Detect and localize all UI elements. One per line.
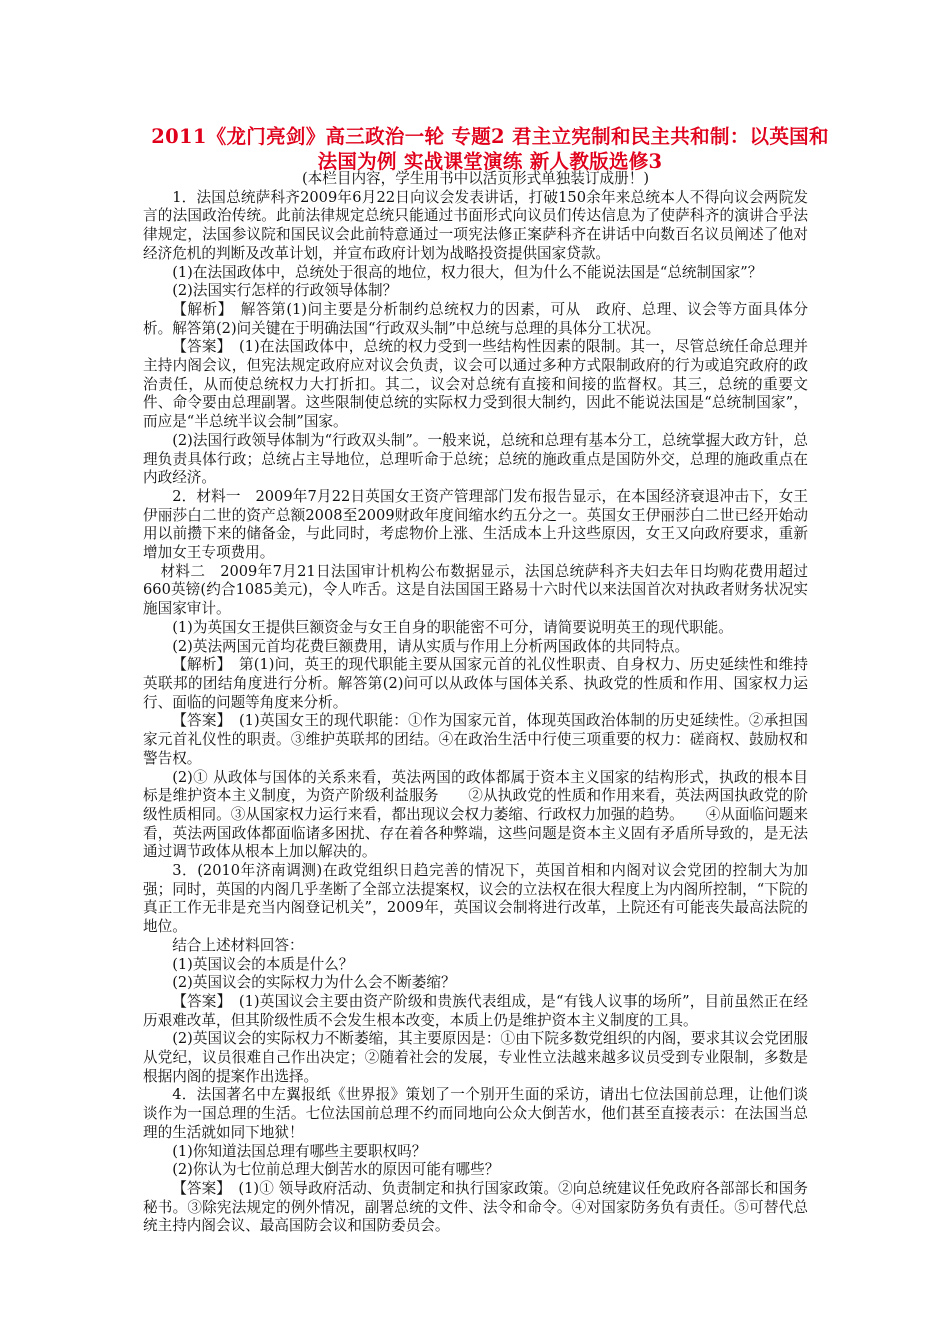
- paragraph: 2．材料一 2009年7月22日英国女王资产管理部门发布报告显示，在本国经济衰退冲击下，女王伊丽莎白二世的资产总额2008至2009财政年度间缩水约五分之一。英国女王伊丽莎白二世已经开始动用以前攒下来的储备金，与此同时，考虑物价上涨、生活成本上升这些原因，女王又向政府要求，重新增加女王专项费用。: [143, 487, 808, 562]
- paragraph: (1)英国议会的本质是什么？: [172, 955, 354, 973]
- paragraph: 【答案】 (1)在法国政体中，总统的权力受到一些结构性因素的限制。其一，尽管总统任命总理并主持内阁会议，但宪法规定政府应对议会负责，议会可以通过多种方式限制政府的行为或追究政府的政治责任，从而使总统权力大打折扣。其二，议会对总统有直接和间接的监督权。其三，总统的重要文件、命令要由总理副署。这些限制使总统的实际权力受到很大制约，因此不能说法国是“总统制国家”，而应是“半总统半议会制”国家。: [143, 338, 808, 431]
- paragraph: 【答案】 (1)英国议会主要由资产阶级和贵族代表组成，是“有钱人议事的场所”，目前虽然正在经历艰难改革，但其阶级性质不会发生根本改变，本质上仍是维护资本主义制度的工具。: [143, 992, 808, 1029]
- document-body: [143, 170, 808, 1236]
- paragraph: 【解析】 第(1)问，英王的现代职能主要从国家元首的礼仪性职责、自身权力、历史延续性和维持英联邦的团结角度进行分析。解答第(2)问可以从政体与国体关系、执政党的性质和作用、国家权力运行、面临的问题等角度来分析。: [143, 656, 808, 711]
- paragraph: 【答案】 (1)英国女王的现代职能：①作为国家元首，体现英国政治体制的历史延续性。②承担国家元首礼仪性的职责。③维护英联邦的团结。④在政治生活中行使三项重要的权力：磋商权、鼓励权和警告权。: [143, 712, 808, 767]
- paragraph: (2)① 从政体与国体的关系来看，英法两国的政体都属于资本主义国家的结构形式，执政的根本目标是维护资本主义制度，为资产阶级利益服务 ②从执政党的性质和作用来看，英法两国执政党的阶级性质相同。③从国家权力运行来看，都出现议会权力萎缩、行政权力加强的趋势。 ④从面临问题来看，英法两国政体都面临诸多困扰、存在着各种弊端，这些问题是资本主义固有矛盾所导致的，是无法通过调节政体从根本上加以解决的。: [143, 768, 808, 861]
- paragraph: (1)为英国女王提供巨额资金与女王自身的职能密不可分，请简要说明英王的现代职能。: [172, 618, 733, 636]
- paragraph: (2)英国议会的实际权力为什么会不断萎缩？: [172, 974, 456, 992]
- paragraph: (2)法国实行怎样的行政领导体制？: [172, 282, 398, 300]
- paragraph: 【解析】 解答第(1)问主要是分析制约总统权力的因素，可从 政府、总理、议会等方面具体分析。解答第(2)问关键在于明确法国“行政双头制”中总统与总理的具体分工状况。: [143, 300, 808, 337]
- paragraph: 结合上述材料回答：: [172, 936, 304, 954]
- paragraph: 4．法国著名中左翼报纸《世界报》策划了一个别开生面的采访，请出七位法国前总理，让他们谈谈作为一国总理的生活。七位法国前总理不约而同地向公众大倒苦水，他们甚至直接表示：在法国当总理的生活就如同下地狱！: [143, 1086, 808, 1141]
- paragraph: (1)你知道法国总理有哪些主要职权吗？: [172, 1142, 427, 1160]
- paragraph: 【答案】 (1)① 领导政府活动、负责制定和执行国家政策。②向总统建议任免政府各部部长和国务秘书。③除宪法规定的例外情况，副署总统的文件、法令和命令。④对国家防务负有责任。⑤可替代总统主持内阁会议、最高国防会议和国防委员会。: [143, 1179, 808, 1235]
- paragraph: (2)你认为七位前总理大倒苦水的原因可能有哪些？: [172, 1161, 500, 1179]
- paragraph: (2)英法两国元首均花费巨额费用，请从实质与作用上分析两国政体的共同特点。: [172, 637, 690, 655]
- paragraph: 材料二 2009年7月21日法国审计机构公布数据显示，法国总统萨科齐夫妇去年日均购花费用超过660英镑(约合1085美元)，令人咋舌。这是自法国国王路易十六时代以来法国首次对执政者财务状况实施国家审计。: [143, 562, 808, 618]
- document-title: 2011《龙门亮剑》高三政治一轮 专题2 君主立宪制和民主共和制：以英国和法国为例 实战课堂演练 新人教版选修3: [151, 125, 829, 173]
- document-note: (本栏目内容，学生用书中以活页形式单独装订成册！): [301, 170, 650, 187]
- paragraph: 1．法国总统萨科齐2009年6月22日向议会发表讲话，打破150余年来总统本人不得向议会两院发言的法国政治传统。此前法律规定总统只能通过书面形式向议员们传达信息为了使萨科齐的演讲合乎法律规定，法国参议院和国民议会此前特意通过一项宪法修正案萨科齐在讲话中向数百名议员阐述了他对经济危机的判断及改革计划，并宣布政府计划为战略投资提供国家贷款。: [143, 188, 808, 262]
- paragraph: (1)在法国政体中，总统处于很高的地位，权力很大，但为什么不能说法国是“总统制国家”？: [172, 263, 763, 281]
- paragraph: 3．(2010年济南调测)在政党组织日趋完善的情况下，英国首相和内阁对议会党团的控制大为加强；同时，英国的内阁几乎垄断了全部立法提案权，议会的立法权在很大程度上为内阁所控制，“下院的真正工作无非是充当内阁登记机关”，2009年，英国议会制将进行改革，上院还有可能丧失最高法院的地位。: [143, 862, 808, 936]
- paragraph: (2)英国议会的实际权力不断萎缩，其主要原因是：①由下院多数党组织的内阁，要求其议会党团服从党纪，议员很难自己作出决定；②随着社会的发展，专业性立法越来越多议员受到专业限制，多数是根据内阁的提案作出选择。: [143, 1030, 808, 1085]
- paragraph: (2)法国行政领导体制为“行政双头制”。一般来说，总统和总理有基本分工，总统掌握大政方针，总理负责具体行政；总统占主导地位，总理听命于总统；总统的施政重点是国防外交，总理的施政重点在内政经济。: [143, 431, 808, 487]
